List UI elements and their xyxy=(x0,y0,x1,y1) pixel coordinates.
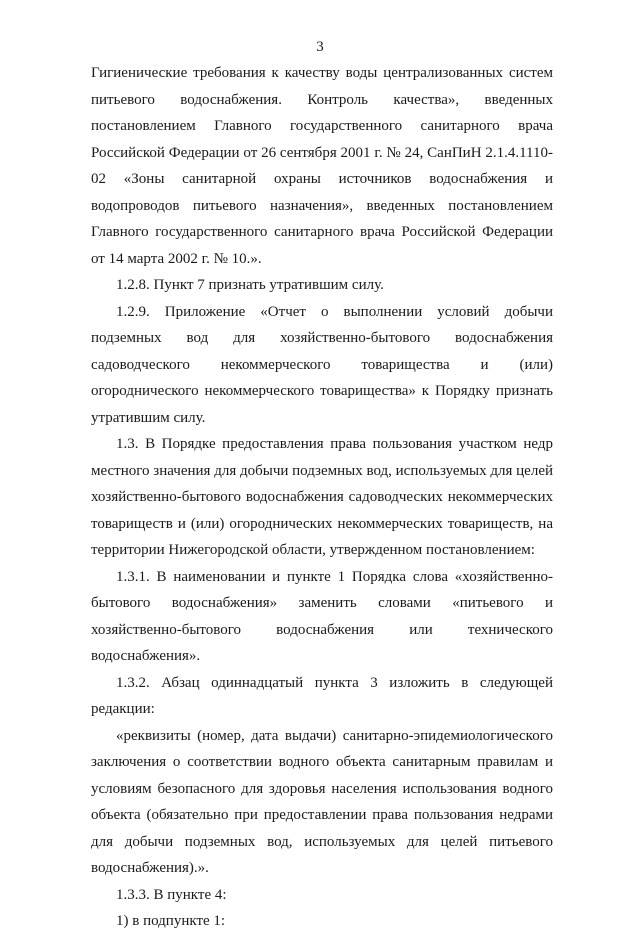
paragraph-continuation: Гигиенические требования к качеству воды централизованных систем питьевого водоснабжения. Контроль качества», введенных постановлением Главного государственного санитарного врача Российской Федерации от 26 сентября 2001 г. № 24, СанПиН 2.1.4.1110-02 «Зоны санитарной охраны источников водоснабжения и водопроводов питьевого назначения», введенных постановлением Главного государственного санитарного врача Российской Федерации от 14 марта 2002 г. № 10.». xyxy=(91,65,553,267)
page-number: 3 xyxy=(316,39,324,55)
paragraph-quoted-requisites: «реквизиты (номер, дата выдачи) санитарно-эпидемиологического заключения о соответствии водного объекта санитарным правилам и условиям безопасного для здоровья населения использования водного объекта (обязательно при предоставлении права пользования недрами для добычи подземных вод, используемых для целей питьевого водоснабжения).». xyxy=(91,727,553,876)
paragraph-1-2-8: 1.2.8. Пункт 7 признать утратившим силу. xyxy=(116,277,384,293)
paragraph-1-3: 1.3. В Порядке предоставления права пользования участком недр местного значения для добычи подземных вод, используемых для целей хозяйственно-бытового водоснабжения садоводческих некоммерческих товариществ и (или) огороднических некоммерческих товариществ, на территории Нижегородской области, утвержденном постановлением: xyxy=(91,436,554,558)
document-body xyxy=(91,60,553,935)
paragraph-1-3-3: 1.3.3. В пункте 4: xyxy=(116,886,227,903)
paragraph-subpoint-1: 1) в подпункте 1: xyxy=(116,913,226,929)
paragraph-1-3-1: 1.3.1. В наименовании и пункте 1 Порядка слова «хозяйственно-бытового водоснабжения» заменить словами «питьевого и хозяйственно-бытового водоснабжения или технического водоснабжения». xyxy=(91,568,553,664)
paragraph-1-3-2: 1.3.2. Абзац одиннадцатый пункта 3 изложить в следующей редакции: xyxy=(91,674,553,717)
paragraph-1-2-9: 1.2.9. Приложение «Отчет о выполнении условий добычи подземных вод для хозяйственно-бытового водоснабжения садоводческого некоммерческого товарищества и (или) огороднического некоммерческого товарищества» к Порядку признать утратившим силу. xyxy=(91,303,553,426)
